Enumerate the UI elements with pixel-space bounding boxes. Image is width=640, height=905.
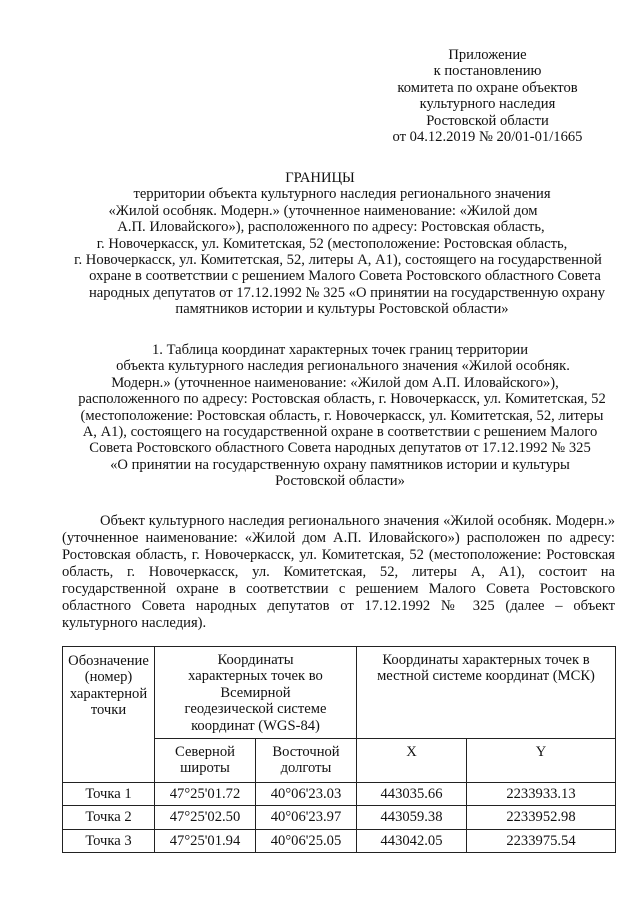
body-paragraph [62, 513, 615, 632]
document-title: ГРАНИЦЫ [285, 170, 355, 186]
caption-line: 1. Таблица координат характерных точек границ территории [151, 342, 529, 358]
cell-y: 2233975.54 [467, 829, 616, 852]
heading-line: охране в соответствии с решением Малого Совета Ростовского областного Совета [89, 268, 601, 285]
subheader-latitude: Северной широты [155, 739, 256, 783]
cell-y: 2233952.98 [467, 806, 616, 829]
cell-y: 2233933.13 [467, 783, 616, 806]
header-designation: Обозначение (номер) характерной точки [63, 647, 155, 783]
caption-line: объекта культурного наследия регионального значения «Жилой особняк. [116, 358, 570, 375]
subheader-y: Y [467, 739, 616, 783]
heading-line: г. Новочеркасск, ул. Комитетская, 52 (местоположение: Ростовская область, [96, 235, 568, 252]
body-paragraph-text: Объект культурного наследия регионального значения «Жилой особняк. Модерн.» (уточненное наименование: «Жилой дом А.П. Иловайского») расположен по адресу: Ростовская область, г. Новочеркасск, ул. Комитетская, 52 (местоположение: Ростовская область, г. Новочеркасск, ул. Комитетская, 52, литеры А, А1), состоит на государственной охране в соответствии с решением Малого Совета Ростовского областного Совета народных депутатов от 17.12.1992 № 325 (далее – объект культурного наследия). [62, 513, 615, 631]
cell-longitude: 40°06'25.05 [256, 829, 357, 852]
cell-longitude: 40°06'23.97 [256, 806, 357, 829]
cell-latitude: 47°25'02.50 [155, 806, 256, 829]
heading-line: народных депутатов от 17.12.1992 № 325 «О принятии на государственную охрану [88, 284, 606, 301]
cell-latitude: 47°25'01.94 [155, 829, 256, 852]
caption-line: «О принятии на государственную охрану памятников истории и культуры [110, 456, 570, 473]
cell-x: 443042.05 [357, 829, 467, 852]
cell-point: Точка 3 [63, 829, 155, 852]
document-heading [0, 170, 640, 318]
header-wgs84: Координаты характерных точек во Всемирной геодезической системе координат (WGS-84) [155, 647, 357, 739]
caption-line: Ростовской области» [275, 473, 405, 490]
heading-line: памятников истории и культуры Ростовской области» [175, 301, 509, 318]
header-msk: Координаты характерных точек в местной системе координат (МСК) [357, 647, 616, 739]
heading-line: г. Новочеркасск, ул. Комитетская, 52, литеры А, А1), состоящего на государственной [74, 252, 602, 269]
cell-point: Точка 2 [63, 806, 155, 829]
caption-line: Модерн.» (уточненное наименование: «Жилой дом А.П. Иловайского»), [111, 374, 559, 391]
heading-line: «Жилой особняк. Модерн.» (уточненное наименование: «Жилой дом [108, 202, 538, 219]
subheader-x: X [357, 739, 467, 783]
approval-line: комитета по охране объектов [397, 79, 578, 96]
caption-line: А, А1), состоящего на государственной охране в соответствии с решением Малого [82, 424, 598, 441]
table-row [63, 806, 616, 829]
cell-latitude: 47°25'01.72 [155, 783, 256, 806]
table-row [63, 829, 616, 852]
heading-line: территории объекта культурного наследия регионального значения [133, 186, 551, 203]
approval-line: Ростовской области [426, 112, 549, 129]
table-header-row [63, 647, 616, 739]
subheader-longitude: Восточной долготы [256, 739, 357, 783]
heading-line: А.П. Иловайского»), расположенного по адресу: Ростовская область, [117, 219, 545, 236]
cell-x: 443035.66 [357, 783, 467, 806]
caption-line: (местоположение: Ростовская область, г. Новочеркасск, ул. Комитетская, 52, литеры [80, 407, 604, 424]
cell-point: Точка 1 [63, 783, 155, 806]
approval-line: от 04.12.2019 № 20/01-01/1665 [392, 129, 583, 146]
table-caption [0, 342, 640, 490]
approval-line: культурного наследия [419, 96, 556, 113]
table-row [63, 783, 616, 806]
caption-line: расположенного по адресу: Ростовская область, г. Новочеркасск, ул. Комитетская, 52 [78, 391, 606, 408]
caption-line: Совета Ростовского областного Совета народных депутатов от 17.12.1992 № 325 [89, 440, 591, 457]
cell-longitude: 40°06'23.03 [256, 783, 357, 806]
cell-x: 443059.38 [357, 806, 467, 829]
approval-line: Приложение [448, 47, 527, 63]
approval-block [360, 47, 615, 145]
coordinates-table [62, 646, 616, 853]
approval-line: к постановлению [433, 63, 542, 80]
